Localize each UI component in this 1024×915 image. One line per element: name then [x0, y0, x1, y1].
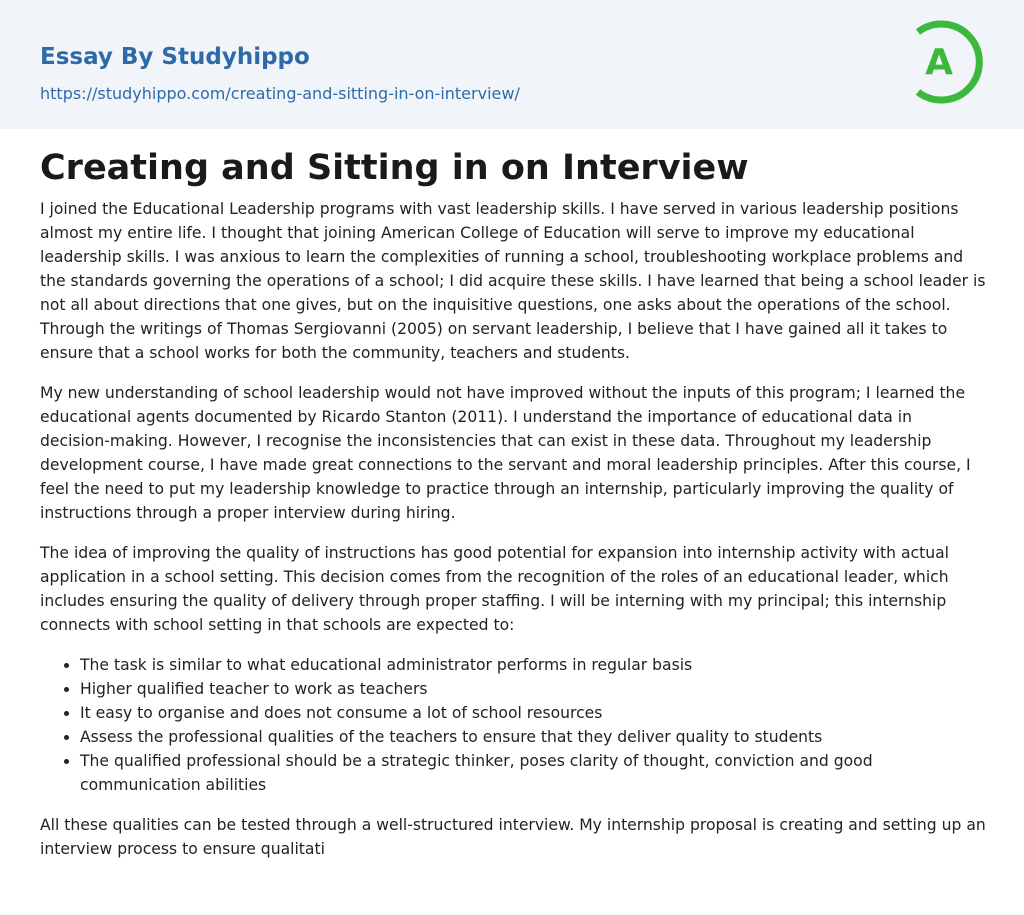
- paragraph-2: My new understanding of school leadership would not have improved without the inputs of this program; I learned the educational agents documented by Ricardo Stanton (2011). I understand the importance of educational data in decision-making. However, I recognise the inconsistencies that can exist in these data. Throughout my leadership development course, I have made great connections to the servant and moral leadership principles. After this course, I feel the need to put my leadership knowledge to practice through an internship, particularly improving the quality of instructions through a proper interview during hiring.: [40, 384, 971, 522]
- qualities-list: [40, 653, 986, 797]
- list-item: • It easy to organise and does not consume a lot of school resources: [80, 701, 986, 725]
- paragraph-1: I joined the Educational Leadership programs with vast leadership skills. I have served in various leadership positions almost my entire life. I thought that joining American College of Education will serve to improve my educational leadership skills. I was anxious to learn the complexities of running a school, troubleshooting workplace problems and the standards governing the operations of a school; I did acquire these skills. I have learned that being a school leader is not all about directions that one gives, but on the inquisitive questions, one asks about the operations of the school. Through the writings of Thomas Sergiovanni (2005) on servant leadership, I believe that I have gained all it takes to ensure that a school works for both the community, teachers and students.: [40, 200, 986, 362]
- list-item: • The qualified professional should be a strategic thinker, poses clarity of thought, conviction and good communication abilities: [80, 749, 986, 797]
- article: [40, 145, 986, 877]
- brand-title[interactable]: Essay By Studyhippo: [40, 44, 310, 70]
- list-item: • Higher qualified teacher to work as teachers: [80, 677, 986, 701]
- paragraph-3: The idea of improving the quality of instructions has good potential for expansion into internship activity with actual application in a school setting. This decision comes from the recognition of the roles of an educational leader, which includes ensuring the quality of delivery through proper staffing. I will be interning with my principal; this internship connects with school setting in that schools are expected to:: [40, 544, 949, 634]
- list-item: • The task is similar to what educational administrator performs in regular basis: [80, 653, 986, 677]
- site-header: [0, 0, 1024, 129]
- closing-paragraph: All these qualities can be tested through a well-structured interview. My internship proposal is creating and setting up an interview process to ensure qualitati: [40, 816, 986, 858]
- logo-letter: A: [925, 42, 953, 83]
- page-title: Creating and Sitting in on Interview: [40, 148, 749, 188]
- studyhippo-logo-icon[interactable]: [906, 16, 990, 108]
- source-url-link[interactable]: https://studyhippo.com/creating-and-sitting-in-on-interview/: [40, 84, 520, 103]
- list-item: • Assess the professional qualities of the teachers to ensure that they deliver quality to students: [80, 725, 986, 749]
